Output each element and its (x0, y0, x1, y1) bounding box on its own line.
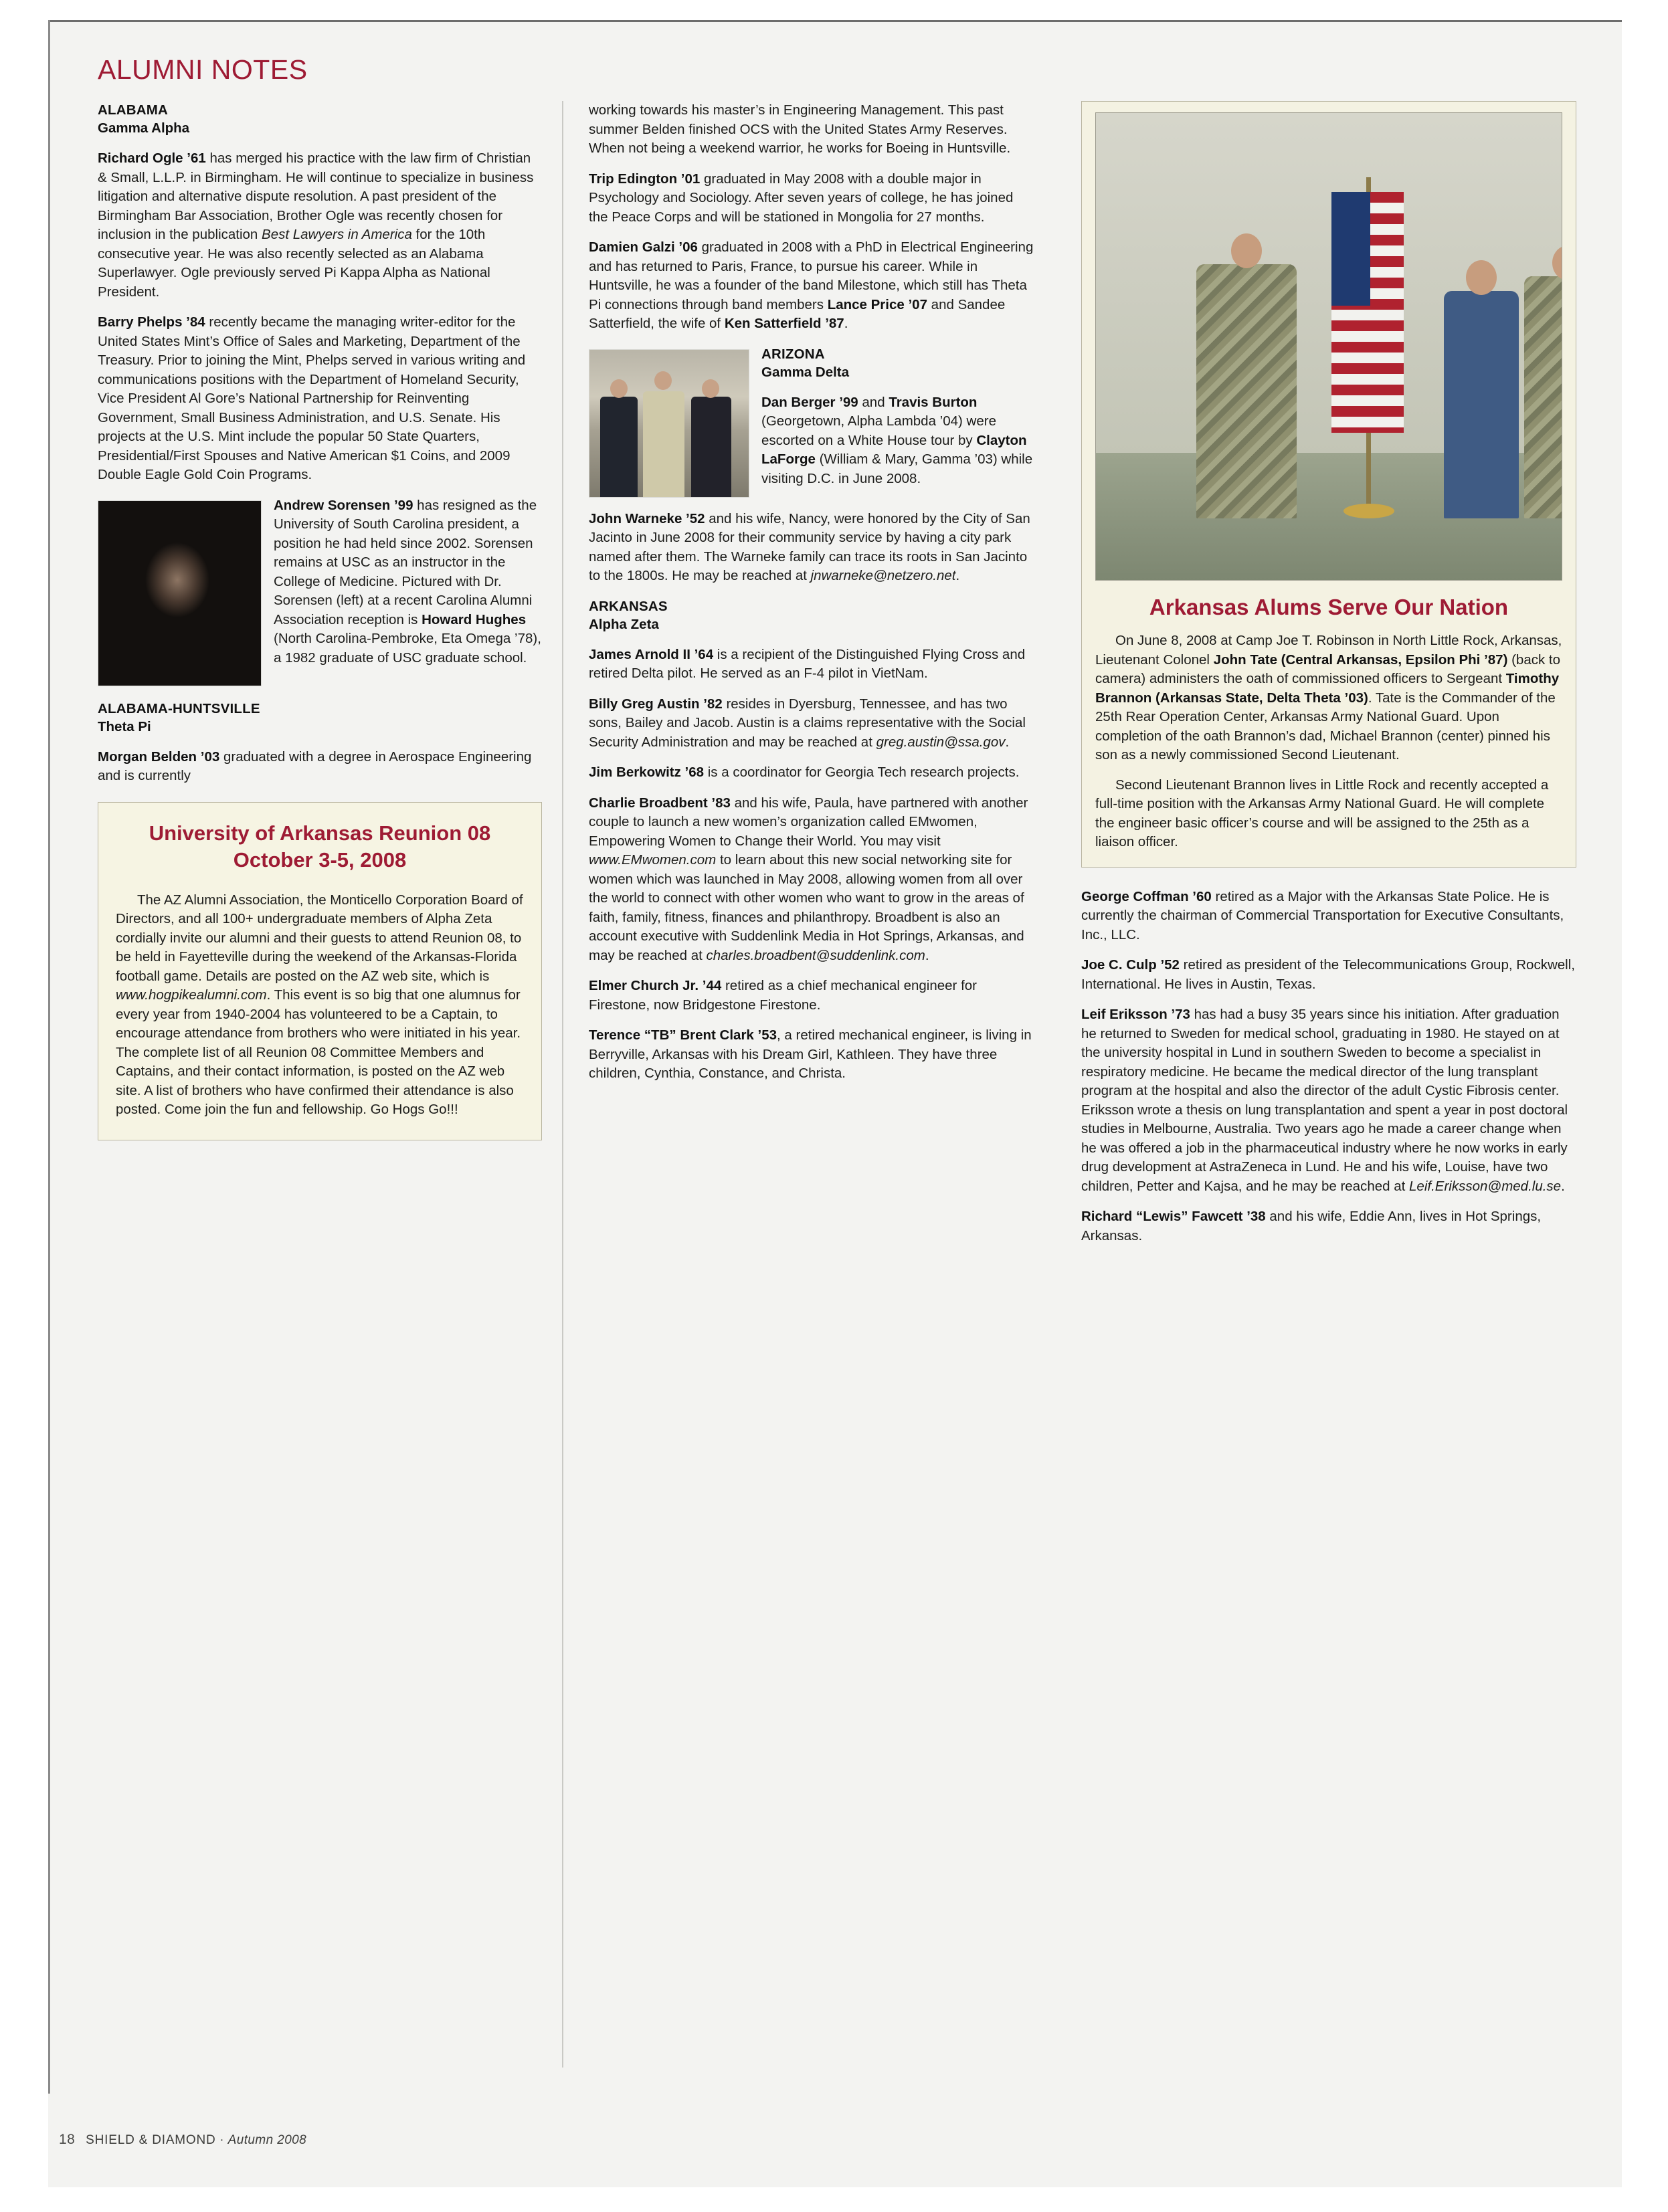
photo-uniform (1524, 276, 1562, 518)
promo-body-b: . This event is so big that one alumnus for every year from 1940-2004 has volunteered to be a Captain, to encourage attendance from brothers who were initiated in his year. The complete list of all Reunion 08 Committee Members and Captains, and their contact information, is posted on the AZ web site. A list of brothers who have confirmed their attendance is also posted. Come join the fun and fellowship. Go Hogs Go!!! (116, 987, 521, 1117)
photo-white-house-tour (589, 349, 749, 498)
entry-text: and his wife, Eddie Ann, lives in Hot Springs, Arkansas. (1081, 1209, 1542, 1243)
entry-morgan-belden-continued: working towards his master’s in Engineering Management. This past summer Belden finished OCS with the United States Army Reserves. When not being a weekend warrior, he works for Boeing in Huntsville. (589, 102, 1011, 156)
entry-text-end: . (1561, 1178, 1565, 1194)
chapter-greek-label: Gamma Alpha (98, 120, 190, 136)
entry-text-end: . (955, 568, 960, 583)
page-content (98, 56, 1576, 2103)
photo-oath-of-commissioning (1095, 112, 1562, 581)
entry-name: Damien Galzi ’06 (589, 239, 698, 255)
photo-officer-back-to-camera (1196, 233, 1297, 518)
entry-richard-fawcett (1081, 1207, 1576, 1245)
entry-text: resides in Dyersburg, Tennessee, and has two sons, Bailey and Jacob. Austin is a claims representative with the Social Security Administration and may be reached at (589, 696, 1026, 750)
page-number: 18 (59, 2132, 76, 2147)
organization-website-url[interactable]: www.EMwomen.com (589, 852, 717, 868)
magazine-name: SHIELD & DIAMOND (86, 2133, 216, 2147)
entry-text-end: . (844, 316, 848, 331)
entry-name: Leif Eriksson ’73 (1081, 1007, 1190, 1023)
chapter-greek-label: Theta Pi (98, 718, 151, 734)
column-one (98, 101, 566, 1257)
entry-text-end: (William & Mary, Gamma ’03) while visiting D.C. in June 2008. (761, 451, 1033, 486)
page-footer (59, 2132, 306, 2148)
photo-civilian-center (1444, 260, 1519, 518)
promo-body-a: The AZ Alumni Association, the Monticello Corporation Board of Directors, and all 100+ undergraduate members of Alpha Zeta cordially invite our alumni and their guests to attend Reunion 08, to be held in Fayetteville during the weekend of the Arkansas-Florida football game. Details are posted on the AZ web site, which is (116, 892, 523, 984)
entry-name: Joe C. Culp ’52 (1081, 957, 1180, 973)
entry-richard-ogle (98, 149, 542, 302)
feature-paragraph-1 (1095, 631, 1562, 765)
photo-head-2 (654, 371, 672, 390)
feature-name-brannon: Timothy Brannon (Arkansas State, Delta Theta ’03) (1095, 671, 1560, 706)
entry-john-warneke (589, 510, 1034, 586)
entry-name: John Warneke ’52 (589, 510, 705, 526)
entry-name: Morgan Belden ’03 (98, 748, 220, 765)
photo-shirt (1444, 291, 1519, 518)
contact-email[interactable]: charles.broadbent@suddenlink.com (706, 947, 925, 963)
chapter-state-label: ALABAMA (98, 102, 169, 118)
entry-name-secondary: Lance Price ’07 (827, 296, 927, 312)
entry-name-tertiary: Ken Satterfield ’87 (724, 316, 844, 331)
chapter-state-label: ALABAMA-HUNTSVILLE (98, 700, 260, 716)
column-three (1054, 101, 1576, 1257)
entry-jim-berkowitz (589, 763, 1034, 783)
entry-james-arnold (589, 645, 1034, 684)
photo-person-1 (600, 397, 638, 497)
photo-person-2 (643, 391, 684, 497)
photo-figures (589, 350, 749, 497)
contact-email[interactable]: greg.austin@ssa.gov (876, 734, 1006, 750)
entry-terence-clark (589, 1026, 1034, 1084)
page-title: ALUMNI NOTES (98, 54, 308, 85)
entry-name: Richard Ogle ’61 (98, 150, 206, 166)
photo-head (1231, 233, 1262, 268)
feature-title: Arkansas Alums Serve Our Nation (1149, 595, 1509, 619)
photo-sorensen-and-hughes (98, 500, 262, 686)
page-left-rule (48, 20, 50, 2094)
promo-title-line-1: University of Arkansas Reunion 08 (149, 821, 491, 845)
sorensen-photo-block (98, 496, 542, 690)
three-column-layout (98, 101, 1576, 1257)
chapter-state-label: ARIZONA (761, 346, 825, 362)
chapter-state-label: ARKANSAS (589, 598, 668, 614)
entry-text: retired as a chief mechanical engineer for Firestone, now Bridgestone Firestone. (589, 978, 977, 1013)
publication-title: Best Lawyers in America (262, 227, 412, 242)
entry-text: has merged his practice with the law firm of Christian & Small, L.L.P. in Birmingham. He will continue to specialize in business litigation and alternative dispute resolution. A past president of the Birmingham Bar Association, Brother Ogle was recently chosen for inclusion in the publication (98, 150, 534, 242)
entry-text: recently became the managing writer-editor for the United States Mint’s Office of Sales and Marketing, Department of the Treasury. Prior to joining the Mint, Phelps served in various writing and communications positions with the Department of Homeland Security, Vice President Al Gore’s National Partnership for Reinventing Government, Small Business Administration, and U.S. Senate. His projects at the U.S. Mint include the popular 50 State Quarters, Presidential/First Spouses and Native American $1 Coins, and 2009 Double Eagle Gold Coin Programs. (98, 314, 526, 482)
entry-text-end: . (1005, 734, 1010, 750)
entry-name: Barry Phelps ’84 (98, 314, 205, 330)
entry-text-cont: and Sandee Satterfield, the wife of (589, 296, 1006, 331)
entry-joe-culp (1081, 956, 1576, 994)
entry-text-cont: to learn about this new social networking site for women which was launched in May 2008, allowing women from all over the world to connect with other women who want to grow in the areas of faith, family, fitness, finances and philanthropy. Broadbent is also an account executive with Suddenlink Media in Hot Springs, Arkansas, and may be reached at (589, 852, 1024, 963)
photo-person-3 (691, 397, 731, 497)
entry-name-secondary: Howard Hughes (422, 611, 527, 627)
entry-text: has resigned as the University of South Carolina president, a position he had held since 2002. Sorensen remains at USC as an instructor in the College of Medicine. Pictured with Dr. Sorensen (left) at a recent Carolina Alumni Association reception is (274, 497, 537, 627)
entry-text: is a coordinator for Georgia Tech research projects. (704, 765, 1020, 780)
issue-label: Autumn 2008 (227, 2133, 307, 2147)
entry-name: Charlie Broadbent ’83 (589, 795, 731, 811)
entry-text: graduated in May 2008 with a double major in Psychology and Sociology. After seven years of college, he has joined the Peace Corps and will be stationed in Mongolia for 27 months. (589, 171, 1014, 225)
arizona-photo-block (589, 345, 1034, 500)
entry-text: and (858, 394, 889, 410)
entry-text: and his wife, Paula, have partnered with another couple to launch a new women’s organization called EMwomen, Empowering Women to Change their World. You may visit (589, 795, 1028, 849)
page-top-rule (48, 20, 1622, 22)
entry-text: graduated in 2008 with a PhD in Electrical Engineering and has returned to Paris, France, to pursue his career. While in Huntsville, he was a founder of the band Milestone, which still has Theta Pi connections through band members (589, 239, 1034, 312)
entry-billy-greg-austin (589, 695, 1034, 752)
entry-text-cont: (Georgetown, Alpha Lambda ’04) were escorted on a White House tour by (761, 413, 996, 448)
photo-head (1466, 260, 1497, 295)
photo-uniform (1196, 264, 1297, 518)
chapter-greek-label: Gamma Delta (761, 364, 850, 380)
column-two (566, 101, 1054, 1257)
entry-text: retired as a Major with the Arkansas State Police. He is currently the chairman of Commercial Transportation for Executive Consultants, Inc., LLC. (1081, 888, 1564, 942)
entry-text-cont: (North Carolina-Pembroke, Eta Omega ’78), a 1982 graduate of USC graduate school. (274, 631, 541, 666)
feature-arkansas-alums-box (1081, 101, 1576, 868)
contact-email[interactable]: jnwarneke@netzero.net (810, 568, 956, 583)
entry-george-coffman (1081, 888, 1576, 945)
entry-text-end: . (925, 947, 929, 963)
chapter-heading-alabama-huntsville (98, 700, 542, 736)
photo-american-flag (1331, 192, 1404, 433)
entry-name: Andrew Sorensen ’99 (274, 497, 413, 513)
entry-name: Elmer Church Jr. ’44 (589, 978, 722, 993)
feature-text-e: . Tate is the Commander of the 25th Rear Operation Center, Arkansas Army National Guard. Upon completion of the oath Brannon’s dad, Michael Brannon (center) pinned his son as a newly commissioned Second Lieutenant. (1095, 690, 1556, 763)
entry-name-secondary: Travis Burton (889, 394, 978, 410)
feature-name-tate: John Tate (Central Arkansas, Epsilon Phi ’87) (1213, 651, 1508, 668)
chapter-heading-alabama (98, 101, 542, 137)
feature-text-a: On June 8, 2008 at Camp Joe T. Robinson in North Little Rock, Arkansas, Lieutenant Colonel (1095, 633, 1562, 668)
photo-head-1 (610, 379, 628, 398)
photo-sergeant-saluting (1524, 245, 1562, 518)
entry-morgan-belden (98, 748, 542, 786)
feature-paragraph-2: Second Lieutenant Brannon lives in Little Rock and recently accepted a full-time position with the Arkansas Army National Guard. He will complete the engineer basic officer’s course and will be assigned to the 25th as a liaison officer. (1095, 777, 1549, 850)
entry-text-cont: for the 10th consecutive year. He was also recently selected as an Alabama Superlawyer. Ogle previously served Pi Kappa Alpha as National President. (98, 227, 490, 300)
promo-title (116, 820, 524, 874)
photo-head-3 (702, 379, 719, 398)
entry-text: and his wife, Nancy, were honored by the City of San Jacinto in June 2008 for their community service by having a city park named after them. The Warneke family can trace its roots in San Jacinto to the 1800s. He may be reached at (589, 510, 1030, 583)
chapter-greek-label: Alpha Zeta (589, 616, 659, 632)
entry-name-tertiary: Clayton LaForge (761, 432, 1027, 467)
entry-trip-edington (589, 170, 1034, 227)
footer-separator: · (219, 2133, 224, 2147)
entry-damien-galzi (589, 238, 1034, 334)
entry-text: is a recipient of the Distinguished Flying Cross and retired Delta pilot. He served as an F-4 pilot in VietNam. (589, 646, 1026, 681)
photo-head (1552, 245, 1562, 280)
promo-body (116, 891, 524, 1120)
photo-flag-base (1343, 504, 1394, 518)
entry-text: graduated with a degree in Aerospace Engineering and is currently (98, 748, 532, 783)
entry-name: Richard “Lewis” Fawcett ’38 (1081, 1209, 1266, 1225)
entry-name: James Arnold II ’64 (589, 646, 714, 662)
entry-name: Terence “TB” Brent Clark ’53 (589, 1027, 777, 1043)
entry-barry-phelps (98, 313, 542, 485)
entry-name: George Coffman ’60 (1081, 888, 1212, 904)
chapter-heading-arkansas (589, 597, 1034, 633)
entry-leif-eriksson (1081, 1005, 1576, 1196)
entry-name: Trip Edington ’01 (589, 171, 701, 187)
feature-text-c: (back to camera) administers the oath of commissioned officers to Sergeant (1095, 651, 1561, 687)
entry-charlie-broadbent (589, 794, 1034, 966)
entry-text: has had a busy 35 years since his initiation. After graduation he returned to Sweden for medical school, graduating in 1980. He stayed on at the university hospital in Lund in southern Sweden to become a specialist in respiratory medicine. He became the medical director of the lung transplant program at the hospital and also the director of the adult Cystic Fibrosis center. Eriksson wrote a thesis on lung transplantation and spent a year in post doctoral studies in Melbourne, Australia. Two years ago he made a career change when he was offered a job in the pharmaceutical industry where he now works in early drug development at AstraZeneca in Lund. He and his wife, Louise, have two children, Petter and Kajsa, and he may be reached at (1081, 1007, 1568, 1194)
entry-name: Dan Berger ’99 (761, 394, 858, 410)
promo-website-url[interactable]: www.hogpikealumni.com (116, 987, 267, 1003)
entry-text: retired as president of the Telecommunications Group, Rockwell, International. He lives in Austin, Texas. (1081, 957, 1575, 992)
reunion-promo-box (98, 802, 542, 1140)
promo-title-line-2: October 3-5, 2008 (233, 847, 407, 872)
contact-email[interactable]: Leif.Eriksson@med.lu.se (1409, 1178, 1562, 1194)
entry-name: Billy Greg Austin ’82 (589, 696, 723, 712)
entry-elmer-church (589, 977, 1034, 1015)
entry-text: , a retired mechanical engineer, is living in Berryville, Arkansas with his Dream Girl, Kathleen. They have three children, Cynthia, Constance, and Christa. (589, 1027, 1032, 1081)
entry-name: Jim Berkowitz ’68 (589, 765, 705, 780)
